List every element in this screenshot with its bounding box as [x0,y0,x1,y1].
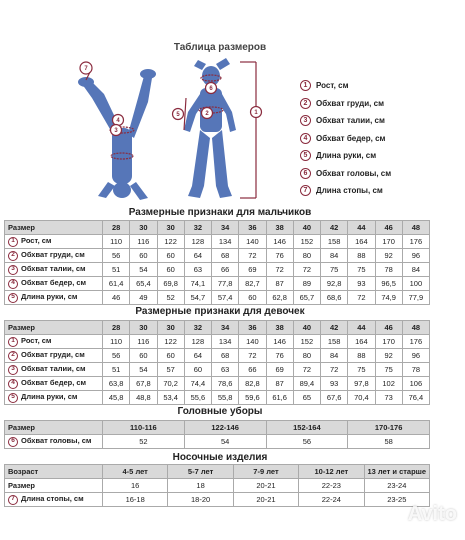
value-cell: 64 [184,249,211,263]
value-cell: 70,4 [348,391,375,405]
header-size-cell: 7-9 лет [233,465,298,479]
legend-label: Обхват бедер, см [316,133,386,143]
header-size-cell: 122-146 [184,421,266,435]
value-cell: 67,8 [130,377,157,391]
value-cell: 92 [375,249,402,263]
value-cell: 61,6 [266,391,293,405]
header-size-cell: 34 [212,321,239,335]
value-cell: 84 [321,249,348,263]
page-title: Таблица размеров [173,42,267,53]
value-cell: 93 [321,377,348,391]
table-header-row [5,421,430,435]
value-cell: 140 [239,235,266,249]
header-size-cell: 46 [375,221,402,235]
value-cell: 18 [168,479,233,493]
value-cell: 128 [184,335,211,349]
value-cell: 63 [184,263,211,277]
header-size-cell: 40 [293,321,320,335]
value-cell: 146 [266,335,293,349]
table-row [5,277,430,291]
value-cell: 20-21 [233,479,298,493]
svg-text:5: 5 [176,112,180,118]
socks-table-title: Носочные изделия [172,452,268,463]
hats-table-title: Головные уборы [177,406,263,417]
table-row [5,235,430,249]
value-cell: 72 [293,263,320,277]
header-size-cell: 10-12 лет [299,465,364,479]
value-cell: 84 [402,263,429,277]
marker-number: 2 [8,251,18,261]
value-cell: 55,8 [212,391,239,405]
avito-watermark: Avito [407,503,457,525]
header-size-cell: 32 [184,321,211,335]
marker-number: 4 [8,279,18,289]
marker-number: 3 [8,365,18,375]
value-cell: 56 [103,349,130,363]
girls-size-table [4,320,430,405]
value-cell: 76 [266,249,293,263]
value-cell: 63 [212,363,239,377]
value-cell: 89 [293,277,320,291]
marker-number: 4 [8,379,18,389]
value-cell: 146 [266,235,293,249]
row-label-cell [5,493,103,507]
value-cell: 53,4 [157,391,184,405]
value-cell: 72 [239,249,266,263]
legend-label: Длина руки, см [316,151,377,161]
table-row [5,493,430,507]
marker-number: 1 [300,80,311,91]
value-cell: 100 [402,277,429,291]
value-cell: 96 [402,349,429,363]
value-cell: 80 [293,249,320,263]
row-label-cell [5,349,103,363]
value-cell: 60 [184,363,211,377]
value-cell: 68 [212,249,239,263]
svg-text:6: 6 [209,86,213,92]
value-cell: 54,7 [184,291,211,305]
value-cell: 76,4 [402,391,429,405]
value-cell: 122 [157,335,184,349]
value-cell: 78 [375,263,402,277]
value-cell: 65,7 [293,291,320,305]
header-size-cell: 30 [157,321,184,335]
marker-number: 7 [300,185,311,196]
value-cell: 66 [239,363,266,377]
value-cell: 74,1 [184,277,211,291]
marker-number: 6 [300,168,311,179]
header-size-cell: 30 [130,321,157,335]
table-row [5,335,430,349]
row-label-cell [5,249,103,263]
value-cell: 80 [293,349,320,363]
value-cell: 67,6 [321,391,348,405]
header-size-cell: 48 [402,321,429,335]
header-size-cell: 32 [184,221,211,235]
value-cell: 56 [266,435,348,449]
value-cell: 75 [348,363,375,377]
value-cell: 75 [348,263,375,277]
value-cell: 18-20 [168,493,233,507]
value-cell: 60 [157,263,184,277]
value-cell: 88 [348,349,375,363]
table-row [5,479,430,493]
row-label: Обхват груди, см [21,350,85,360]
row-label: Рост, см [21,336,52,346]
value-cell: 75 [375,363,402,377]
svg-text:2: 2 [205,111,209,117]
value-cell: 77,8 [212,277,239,291]
measurement-legend [300,77,460,200]
value-cell: 59,6 [239,391,266,405]
header-size-cell: 44 [348,321,375,335]
row-label-cell [5,391,103,405]
value-cell: 69 [239,263,266,277]
header-size-cell: 152-164 [266,421,348,435]
value-cell: 84 [321,349,348,363]
row-label: Размер [8,481,36,490]
value-cell: 176 [402,335,429,349]
legend-item [300,147,460,165]
legend-item [300,130,460,148]
value-cell: 56 [103,249,130,263]
legend-label: Обхват головы, см [316,168,392,178]
legend-item [300,95,460,113]
value-cell: 176 [402,235,429,249]
value-cell: 92 [375,349,402,363]
value-cell: 128 [184,235,211,249]
table-row [5,377,430,391]
marker-number: 3 [8,265,18,275]
row-label: Длина руки, см [21,292,78,302]
value-cell: 87 [266,377,293,391]
row-label: Обхват бедер, см [21,278,87,288]
value-cell: 92,8 [321,277,348,291]
value-cell: 49 [130,291,157,305]
marker-number: 7 [8,495,18,505]
value-cell: 23-25 [364,493,429,507]
value-cell: 75 [321,263,348,277]
legend-item [300,165,460,183]
value-cell: 170 [375,235,402,249]
header-size-cell: 110-116 [103,421,185,435]
value-cell: 74,9 [375,291,402,305]
row-label-cell [5,335,103,349]
value-cell: 73 [375,391,402,405]
header-size-cell: 48 [402,221,429,235]
marker-number: 6 [8,437,18,447]
header-size-cell: 30 [157,221,184,235]
value-cell: 68,6 [321,291,348,305]
value-cell: 20-21 [233,493,298,507]
value-cell: 63,8 [103,377,130,391]
value-cell: 62,8 [266,291,293,305]
value-cell: 60 [157,349,184,363]
row-label: Длина руки, см [21,392,78,402]
value-cell: 65,4 [130,277,157,291]
value-cell: 46 [103,291,130,305]
marker-number: 2 [8,351,18,361]
marker-number: 5 [300,150,311,161]
value-cell: 134 [212,235,239,249]
value-cell: 77,9 [402,291,429,305]
table-row [5,291,430,305]
value-cell: 64 [184,349,211,363]
value-cell: 102 [375,377,402,391]
boys-table-title: Размерные признаки для мальчиков [128,207,312,218]
value-cell: 82,8 [239,377,266,391]
table-row [5,263,430,277]
header-size-cell: 4-5 лет [103,465,168,479]
value-cell: 74,4 [184,377,211,391]
row-label-cell [5,435,103,449]
table-row [5,391,430,405]
hats-size-table [4,420,430,449]
value-cell: 116 [130,335,157,349]
header-label-cell: Возраст [5,465,103,479]
header-label-cell: Размер [5,221,103,235]
header-size-cell: 170-176 [348,421,430,435]
svg-text:4: 4 [116,118,120,124]
value-cell: 51 [103,263,130,277]
value-cell: 16-18 [103,493,168,507]
legend-label: Обхват груди, см [316,98,384,108]
table-row [5,435,430,449]
boys-size-table [4,220,430,305]
table-row [5,363,430,377]
table-row [5,349,430,363]
value-cell: 97,8 [348,377,375,391]
legend-label: Длина стопы, см [316,186,383,196]
row-label: Обхват головы, см [21,436,92,446]
header-size-cell: 38 [266,221,293,235]
header-size-cell: 13 лет и старше [364,465,429,479]
header-size-cell: 5-7 лет [168,465,233,479]
table-header-row [5,221,430,235]
value-cell: 122 [157,235,184,249]
value-cell: 72 [321,363,348,377]
header-size-cell: 44 [348,221,375,235]
marker-number: 4 [300,133,311,144]
socks-size-table [4,464,430,507]
girl-figure [184,58,236,198]
value-cell: 78 [402,363,429,377]
value-cell: 55,6 [184,391,211,405]
value-cell: 140 [239,335,266,349]
value-cell: 57,4 [212,291,239,305]
row-label-cell [5,277,103,291]
value-cell: 54 [130,263,157,277]
value-cell: 48,8 [130,391,157,405]
value-cell: 54 [184,435,266,449]
value-cell: 16 [103,479,168,493]
header-size-cell: 36 [239,321,266,335]
value-cell: 68 [212,349,239,363]
children-figures-illustration [60,58,280,206]
legend-label: Обхват талии, см [316,116,385,126]
value-cell: 60 [157,249,184,263]
value-cell: 22-23 [299,479,364,493]
row-label-cell [5,363,103,377]
value-cell: 70,2 [157,377,184,391]
header-size-cell: 36 [239,221,266,235]
value-cell: 96 [402,249,429,263]
value-cell: 52 [157,291,184,305]
value-cell: 88 [348,249,375,263]
value-cell: 72 [293,363,320,377]
value-cell: 152 [293,235,320,249]
value-cell: 69,8 [157,277,184,291]
value-cell: 110 [103,235,130,249]
value-cell: 52 [103,435,185,449]
row-label: Обхват талии, см [21,364,86,374]
value-cell: 60 [130,249,157,263]
value-cell: 72 [239,349,266,363]
value-cell: 152 [293,335,320,349]
value-cell: 78,6 [212,377,239,391]
value-cell: 110 [103,335,130,349]
value-cell: 106 [402,377,429,391]
svg-text:1: 1 [254,110,258,116]
value-cell: 22-24 [299,493,364,507]
legend-item [300,77,460,95]
value-cell: 72 [266,263,293,277]
marker-number: 1 [8,337,18,347]
value-cell: 93 [348,277,375,291]
value-cell: 54 [130,363,157,377]
value-cell: 158 [321,335,348,349]
value-cell: 164 [348,335,375,349]
row-label-cell [5,291,103,305]
table-header-row [5,465,430,479]
row-label-cell [5,263,103,277]
value-cell: 116 [130,235,157,249]
value-cell: 58 [348,435,430,449]
value-cell: 134 [212,335,239,349]
value-cell: 69 [266,363,293,377]
value-cell: 170 [375,335,402,349]
value-cell: 51 [103,363,130,377]
header-label-cell: Размер [5,321,103,335]
header-size-cell: 42 [321,221,348,235]
header-size-cell: 42 [321,321,348,335]
header-size-cell: 46 [375,321,402,335]
value-cell: 96,5 [375,277,402,291]
row-label: Обхват талии, см [21,264,86,274]
table-header-row [5,321,430,335]
value-cell: 66 [212,263,239,277]
row-label-cell [5,377,103,391]
value-cell: 60 [239,291,266,305]
value-cell: 65 [293,391,320,405]
marker-number: 1 [8,237,18,247]
marker-number: 2 [300,98,311,109]
marker-number: 5 [8,393,18,403]
header-size-cell: 34 [212,221,239,235]
row-label-cell [5,235,103,249]
legend-item [300,112,460,130]
value-cell: 158 [321,235,348,249]
row-label: Обхват груди, см [21,250,85,260]
value-cell: 45,8 [103,391,130,405]
row-label: Обхват бедер, см [21,378,87,388]
value-cell: 164 [348,235,375,249]
svg-text:7: 7 [84,66,88,72]
value-cell: 72 [348,291,375,305]
header-label-cell: Размер [5,421,103,435]
value-cell: 60 [130,349,157,363]
value-cell: 82,7 [239,277,266,291]
row-label: Рост, см [21,236,52,246]
value-cell: 76 [266,349,293,363]
header-size-cell: 30 [130,221,157,235]
svg-text:3: 3 [114,128,118,134]
header-size-cell: 40 [293,221,320,235]
header-size-cell: 28 [103,221,130,235]
header-size-cell: 28 [103,321,130,335]
legend-item [300,182,460,200]
marker-number: 5 [8,293,18,303]
value-cell: 87 [266,277,293,291]
value-cell: 89,4 [293,377,320,391]
value-cell: 57 [157,363,184,377]
legend-label: Рост, см [316,81,349,91]
girls-table-title: Размерные признаки для девочек [135,306,305,317]
header-size-cell: 38 [266,321,293,335]
table-row [5,249,430,263]
value-cell: 23-24 [364,479,429,493]
row-label-cell [5,479,103,493]
value-cell: 61,4 [103,277,130,291]
row-label: Длина стопы, см [21,494,84,504]
marker-number: 3 [300,115,311,126]
